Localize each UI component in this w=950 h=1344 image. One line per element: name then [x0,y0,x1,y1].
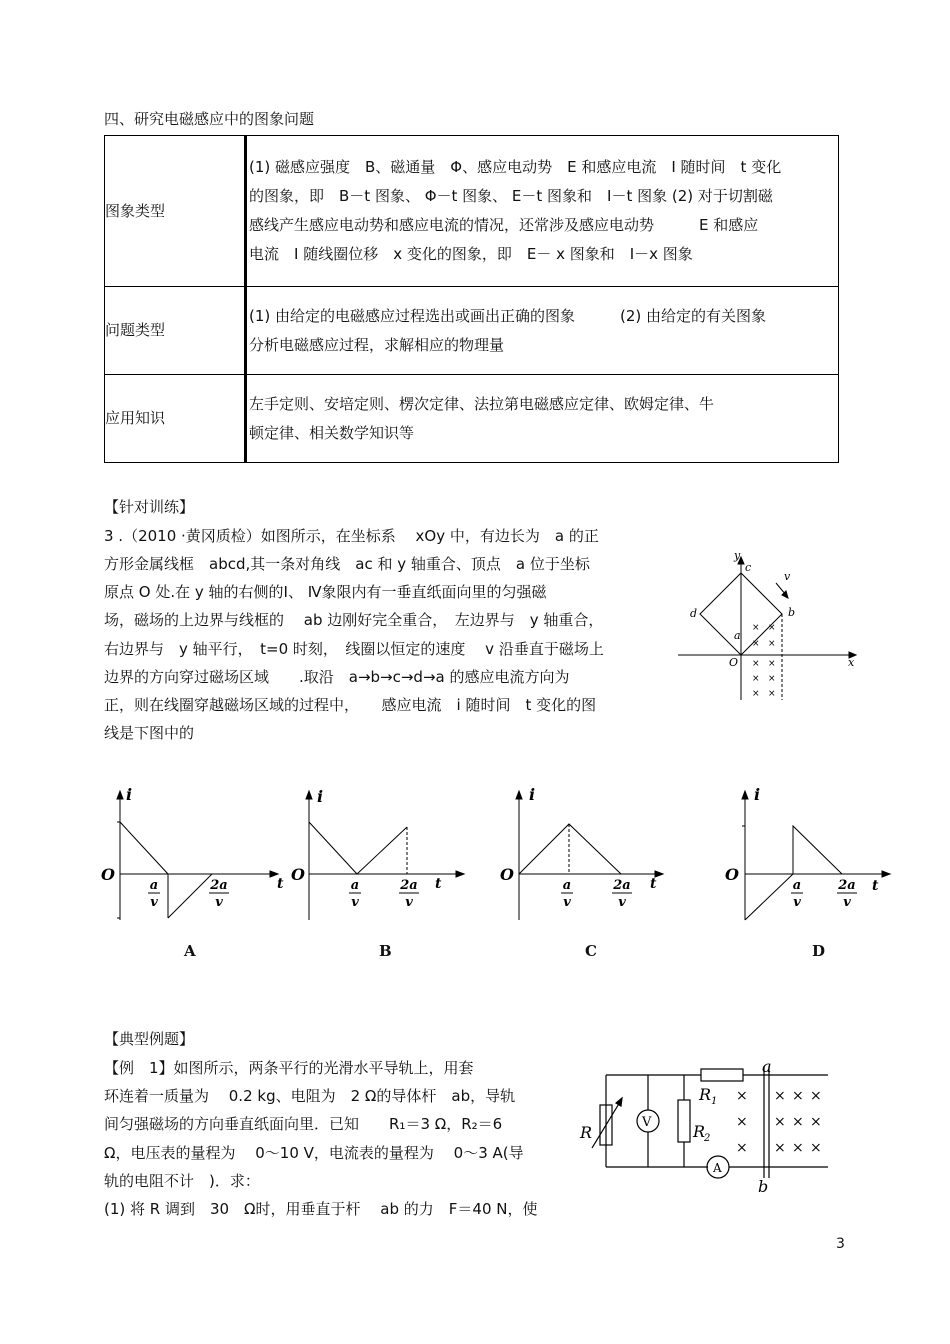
svg-text:R: R [699,1085,712,1104]
svg-text:×: × [768,623,776,633]
svg-text:×: × [792,1088,804,1104]
problem-line: 边界的方向穿过磁场区域 .取沿 a→b→c→d→a 的感应电流方向为 [104,668,570,686]
svg-text:i: i [529,785,536,804]
field-crosses [752,623,776,699]
label-v: v [784,570,791,583]
svg-text:v: v [150,895,158,910]
svg-text:v: v [405,895,413,910]
svg-text:a: a [762,1060,772,1076]
svg-text:2a: 2a [613,878,631,893]
resistor-r1 [701,1069,743,1081]
label-c: c [745,561,752,574]
svg-text:v: v [351,895,359,910]
caption-b: B [379,942,392,960]
example-heading: 【典型例题】 [104,1030,195,1048]
table-row [105,287,839,375]
info-table [104,135,839,463]
training-heading: 【针对训练】 [104,498,195,516]
svg-text:×: × [792,1140,804,1156]
problem-line: 正，则在线圈穿越磁场区域的过程中， 感应电流 i 随时间 t 变化的图 [104,696,597,714]
svg-text:×: × [810,1140,822,1156]
graph-c [498,782,698,932]
svg-text:×: × [752,659,760,669]
svg-text:×: × [774,1140,786,1156]
table-row [105,375,839,463]
svg-text:t: t [872,878,879,894]
svg-text:×: × [810,1114,822,1130]
example-line: (1) 将 R 调到 30 Ω时，用垂直于杆 ab 的力 F＝40 N，使 [104,1200,538,1218]
row-line: 分析电磁感应过程，求解相应的物理量 [249,335,505,354]
svg-text:×: × [792,1114,804,1130]
svg-text:×: × [752,623,760,633]
example-line: 轨的电阻不计 )．求： [104,1172,260,1190]
caption-a: A [184,942,196,960]
svg-text:a: a [350,878,360,893]
svg-text:O: O [500,865,514,884]
row-label: 应用知识 [105,375,246,463]
svg-text:R: R [693,1122,706,1141]
field-crosses [736,1088,822,1156]
svg-text:a: a [149,878,159,893]
svg-text:v: v [793,895,801,910]
label-y: y [734,549,741,562]
svg-text:R: R [580,1123,593,1142]
example-line: Ω，电压表的量程为 0～10 V，电流表的量程为 0～3 A(导 [104,1144,524,1162]
graph-b [289,782,489,932]
example-line: 环连着一质量为 0.2 kg、电阻为 2 Ω的导体杆 ab，导轨 [104,1087,516,1105]
svg-text:O: O [725,865,739,884]
row-line: 的图象，即 B－t 图象、 Φ－t 图象、 E－t 图象和 I－t 图象 (2) 对于切割磁 [249,187,773,205]
example-line: 间匀强磁场的方向垂直纸面向里．已知 R₁＝3 Ω，R₂＝6 [104,1115,503,1133]
svg-text:2: 2 [704,1133,711,1144]
resistor-r2 [678,1100,690,1142]
svg-text:V: V [642,1115,652,1130]
svg-text:×: × [752,639,760,649]
row-line: 感线产生感应电动势和感应电流的情况，还常涉及感应电动势 E 和感应 [249,216,759,234]
svg-text:×: × [810,1088,822,1104]
circuit-diagram [578,1060,834,1196]
label-o: O [729,656,739,669]
svg-text:×: × [736,1114,748,1130]
problem-line: 右边界与 y 轴平行， t=0 时刻， 线圈以恒定的速度 v 沿垂直于磁场上 [104,640,604,658]
problem-line: 3 .（2010 ·黄冈质检）如图所示，在坐标系 xOy 中，有边长为 a 的正 [104,527,599,545]
label-b: b [788,606,796,619]
svg-text:×: × [752,674,760,684]
row-content [246,136,839,287]
svg-text:O: O [291,865,305,884]
svg-text:×: × [768,659,776,669]
label-a: a [734,629,741,642]
problem-line: 线是下图中的 [104,724,195,742]
svg-text:×: × [768,689,776,699]
table-row [105,136,839,287]
graph-a [95,782,295,932]
svg-text:×: × [774,1114,786,1130]
svg-text:t: t [277,876,284,892]
svg-text:×: × [752,689,760,699]
example-line: 【例 1】如图所示，两条平行的光滑水平导轨上，用套 [104,1059,474,1077]
svg-text:v: v [563,895,571,910]
svg-text:2a: 2a [838,878,856,893]
svg-text:A: A [713,1161,722,1175]
svg-text:i: i [754,785,761,804]
svg-text:i: i [126,785,133,804]
svg-text:b: b [758,1177,769,1196]
svg-text:t: t [650,876,657,892]
section-title: 四、研究电磁感应中的图象问题 [104,110,315,128]
svg-text:i: i [317,787,324,806]
svg-text:O: O [101,865,115,884]
svg-text:×: × [768,674,776,684]
svg-text:v: v [215,895,223,910]
row-line: 左手定则、安培定则、楞次定律、法拉第电磁感应定律、欧姆定律、牛 [249,394,715,413]
row-label: 图象类型 [105,136,246,287]
row-content [246,375,839,463]
svg-text:×: × [768,639,776,649]
svg-text:t: t [435,876,442,892]
problem-line: 方形金属线框 abcd,其一条对角线 ac 和 y 轴重合、顶点 a 位于坐标 [104,555,590,573]
square-frame-figure [672,545,862,705]
svg-text:2a: 2a [210,878,228,893]
row-line: 顿定律、相关数学知识等 [249,423,415,442]
row-line: 电流 I 随线圈位移 x 变化的图象，即 E－ x 图象和 I－x 图象 [249,245,693,263]
label-x: x [848,656,855,669]
caption-c: C [585,942,597,960]
svg-text:v: v [618,895,626,910]
svg-text:×: × [774,1088,786,1104]
svg-text:v: v [843,895,851,910]
problem-line: 原点 O 处.在 y 轴的右侧的Ⅰ、 Ⅳ象限内有一垂直纸面向里的匀强磁 [104,583,547,601]
svg-text:1: 1 [711,1096,718,1107]
caption-d: D [812,942,826,960]
svg-text:a: a [562,878,572,893]
svg-text:a: a [792,878,802,893]
problem-line: 场，磁场的上边界与线框的 ab 边刚好完全重合， 左边界与 y 轴重合， [104,611,604,629]
svg-text:2a: 2a [400,878,418,893]
svg-text:×: × [736,1140,748,1156]
svg-text:×: × [736,1088,748,1104]
label-d: d [690,607,698,620]
graph-d [720,782,920,932]
row-content [246,287,839,375]
page-number: 3 [836,1236,845,1252]
row-line: (1) 由给定的电磁感应过程选出或画出正确的图象 (2) 由给定的有关图象 [249,306,767,325]
row-line: (1) 磁感应强度 B、磁通量 Φ、感应电动势 E 和感应电流 I 随时间 t 变化 [249,158,782,176]
row-label: 问题类型 [105,287,246,375]
